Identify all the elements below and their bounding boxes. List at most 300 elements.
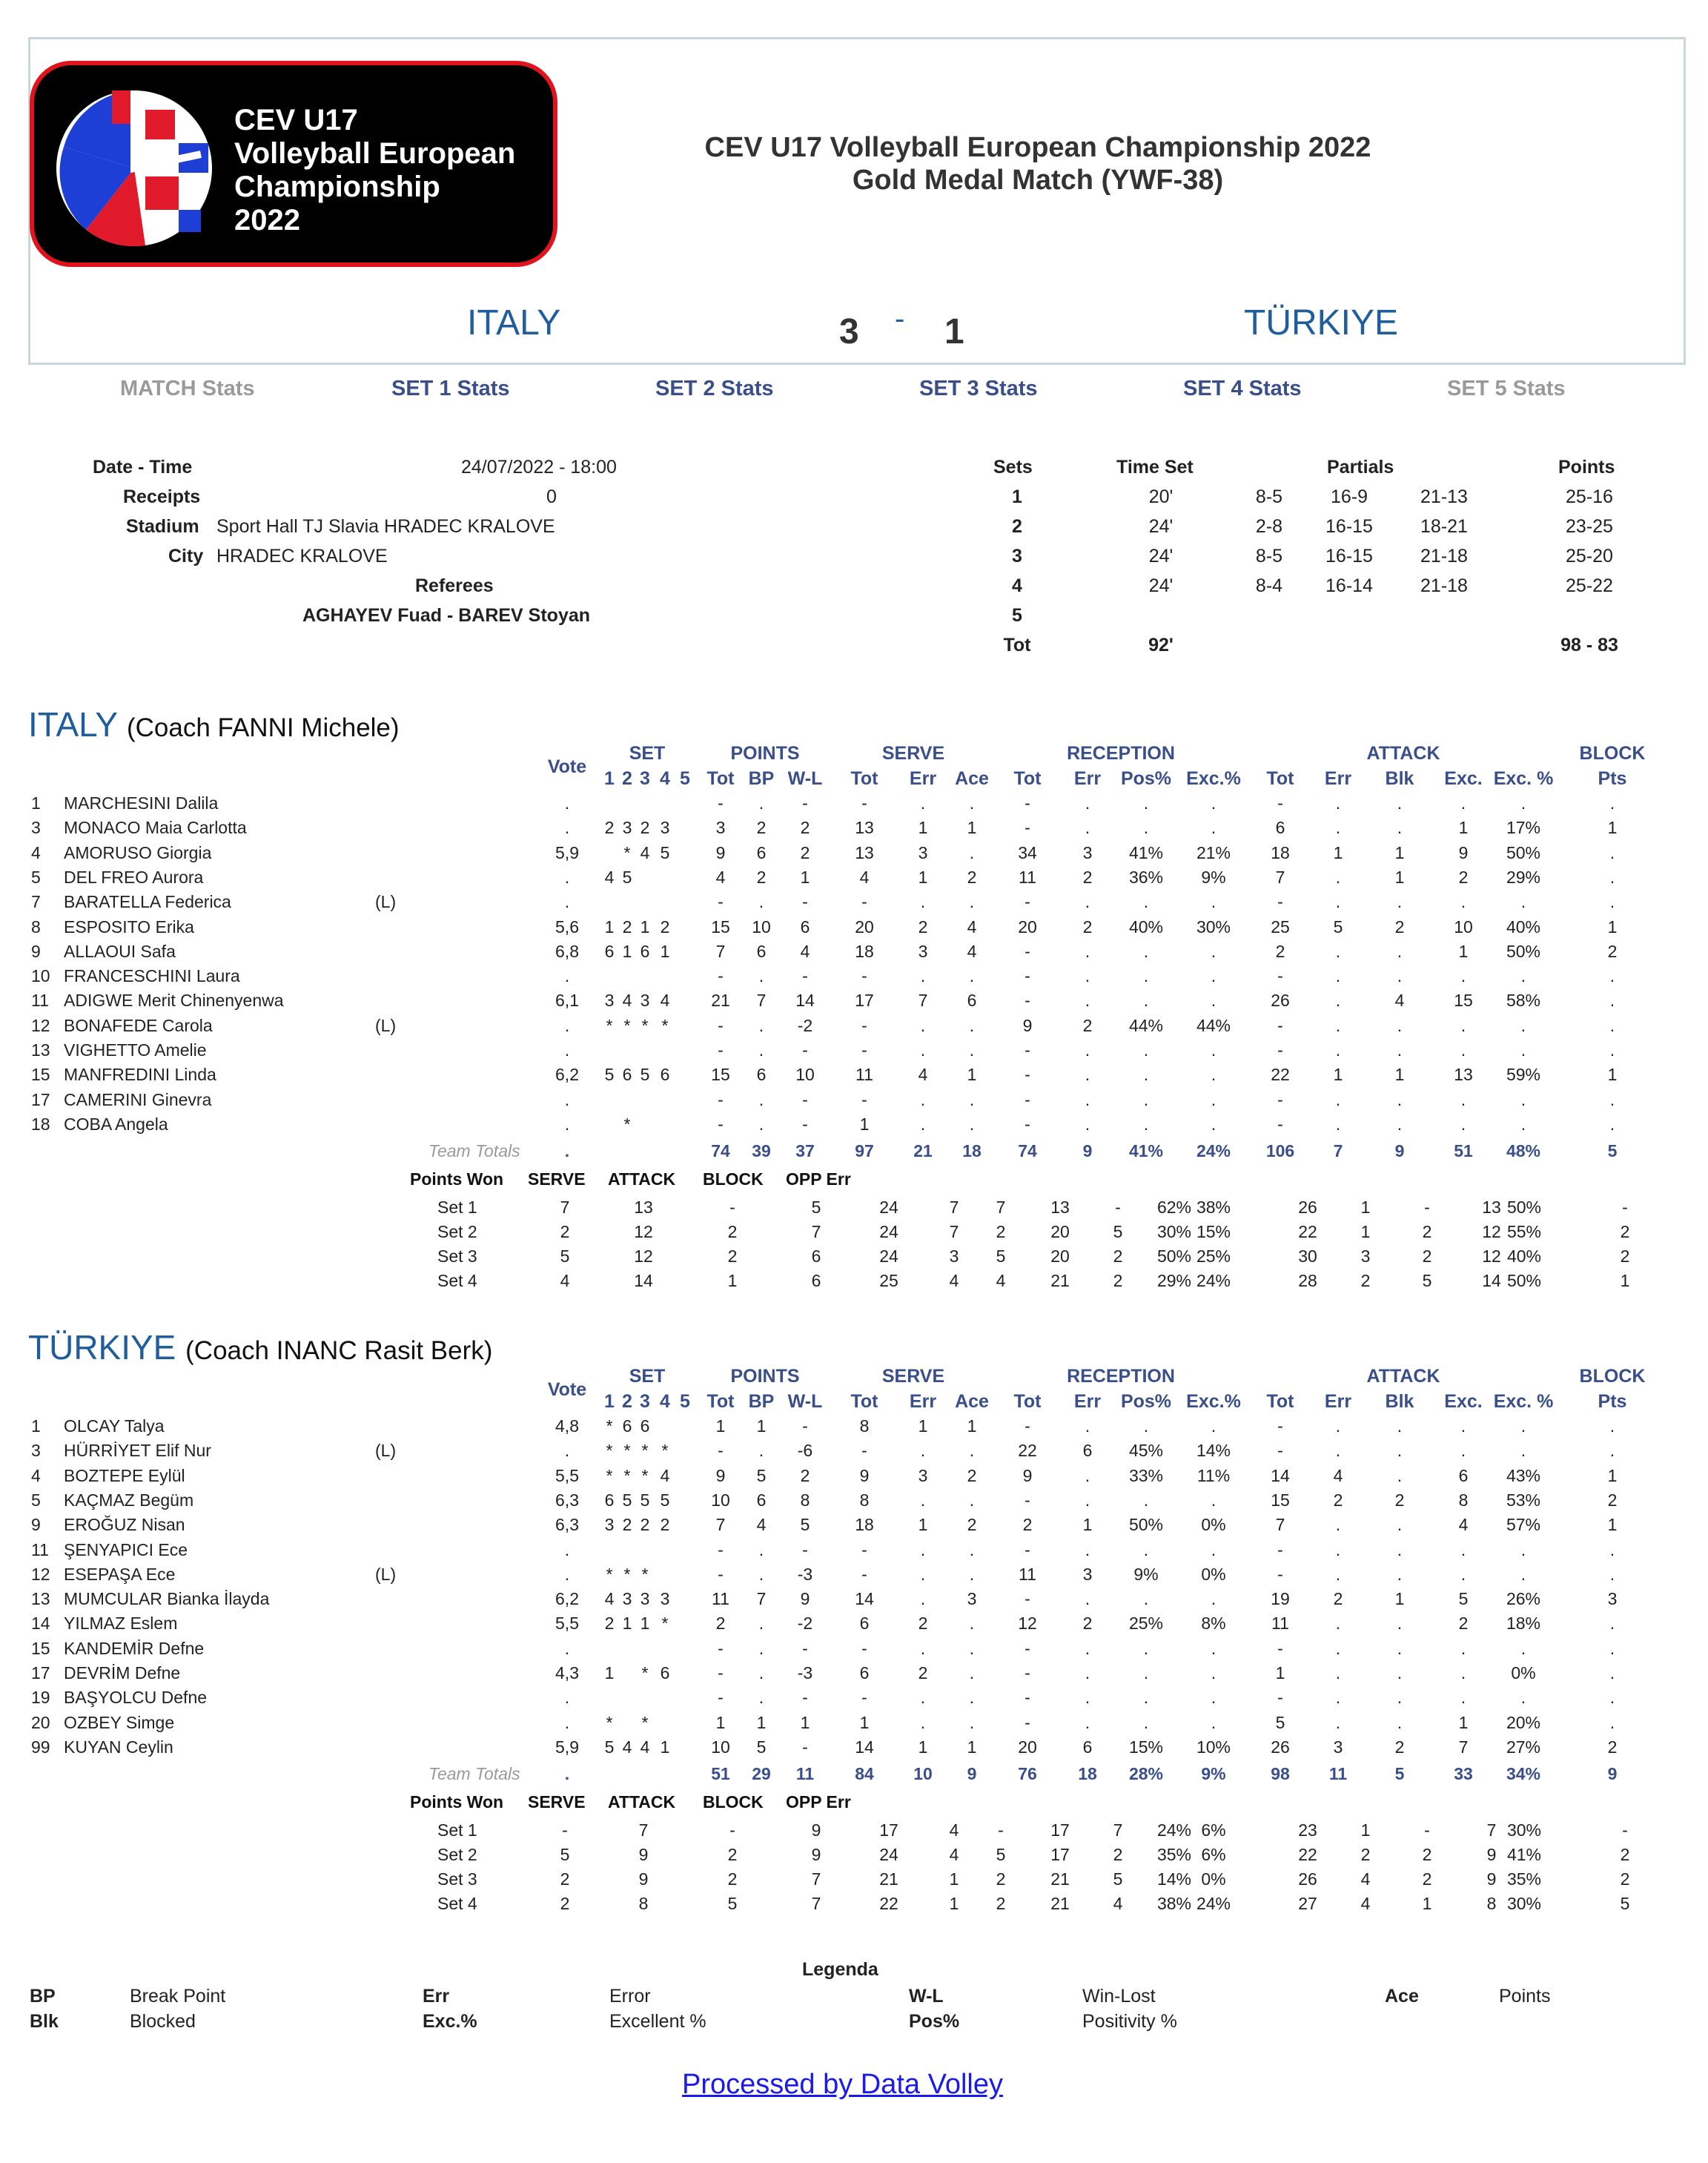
stat-cell: 27% — [1506, 1737, 1541, 1757]
team-name: ITALY — [28, 705, 118, 744]
points-won-cell: 35% — [1156, 1845, 1192, 1864]
stat-cell: - — [861, 1441, 867, 1460]
points-won-cell: 4 — [1360, 1894, 1371, 1913]
stat-cell: -2 — [797, 1614, 813, 1633]
set-cell: 25-22 — [1566, 575, 1613, 596]
stat-cell: - — [1277, 1416, 1283, 1436]
set-played: * — [641, 1663, 649, 1682]
stat-cell: . — [1085, 991, 1090, 1010]
stat-cell: - — [802, 1639, 808, 1658]
set-played: * — [623, 1565, 631, 1584]
stat-cell: . — [1143, 1589, 1149, 1608]
set-number: Tot — [1003, 635, 1031, 655]
stat-cell: . — [1335, 868, 1341, 887]
tab-set-4-stats[interactable]: SET 4 Stats — [1183, 377, 1302, 400]
stat-cell: 2 — [1607, 1490, 1618, 1510]
stat-cell: . — [1397, 818, 1403, 837]
stat-cell: 14 — [795, 991, 815, 1010]
stat-cell: 2 — [1394, 1737, 1405, 1757]
vote-header: Vote — [547, 1379, 587, 1400]
tab-set-5-stats[interactable]: SET 5 Stats — [1447, 377, 1566, 400]
points-won-cell: 3 — [1360, 1246, 1371, 1266]
points-won-cell: 12 — [634, 1222, 653, 1241]
stat-cell: 5 — [756, 1466, 767, 1485]
player-number: 4 — [31, 843, 41, 862]
referees-value: AGHAYEV Fuad - BAREV Stoyan — [302, 605, 591, 626]
player-vote: 6,3 — [555, 1515, 579, 1534]
player-row — [0, 1639, 1708, 1663]
stat-cell: . — [1211, 1713, 1217, 1732]
stat-cell: 11 — [1271, 1614, 1289, 1633]
points-won-col-header: Points Won — [410, 1169, 504, 1189]
player-name: MUMCULAR Bianka İlayda — [64, 1589, 270, 1608]
stat-cell: 22 — [1271, 1065, 1290, 1084]
total-cell: 74 — [1018, 1141, 1037, 1160]
points-won-cell: 21 — [1050, 1894, 1070, 1913]
stat-cell: 1 — [1394, 1065, 1405, 1084]
tab-match-stats[interactable]: MATCH Stats — [120, 377, 255, 400]
set-played: 2 — [622, 1515, 632, 1534]
stat-cell: - — [1025, 1713, 1030, 1732]
points-won-cell: 50% — [1506, 1198, 1542, 1217]
stat-cell: . — [1520, 1090, 1526, 1109]
player-vote: 6,2 — [555, 1589, 579, 1608]
points-won-set-label: Set 4 — [437, 1271, 477, 1290]
stat-cell: 2 — [1275, 942, 1285, 961]
player-number: 3 — [31, 818, 41, 837]
set-played: * — [641, 1466, 649, 1485]
points-won-cell: 4 — [560, 1271, 570, 1290]
player-row — [0, 917, 1708, 942]
stat-cell: - — [861, 1040, 867, 1060]
player-number: 4 — [31, 1466, 41, 1485]
stat-cell: 1 — [1607, 818, 1618, 837]
player-name: ESPOSITO Erika — [64, 917, 194, 937]
points-won-cell: 25 — [879, 1271, 898, 1290]
stat-cell: . — [1460, 1565, 1466, 1584]
stat-cell: . — [1143, 892, 1149, 911]
set-played: 1 — [660, 1737, 670, 1757]
stat-cell: . — [1460, 1090, 1466, 1109]
stat-cell: 2 — [1082, 1614, 1093, 1633]
stat-cell: . — [1609, 1713, 1615, 1732]
stat-cell: 50% — [1506, 942, 1541, 961]
stat-cell: 30% — [1196, 917, 1231, 937]
player-row — [0, 1688, 1708, 1712]
total-cell: 18 — [962, 1141, 982, 1160]
points-won-cell: 24 — [879, 1845, 898, 1864]
set-played: 2 — [622, 917, 632, 937]
stat-cell: 43% — [1506, 1466, 1541, 1485]
stat-cell: . — [1335, 1016, 1341, 1035]
points-won-set-label: Set 2 — [437, 1222, 477, 1241]
stat-cell: 9 — [1458, 843, 1469, 862]
stat-cell: - — [718, 966, 724, 985]
stat-cell: . — [1335, 1515, 1341, 1534]
stat-cell: 6 — [859, 1614, 870, 1633]
coach-name: (Coach FANNI Michele) — [126, 713, 400, 742]
team-totals-label: Team Totals — [428, 1141, 520, 1160]
stat-cell: 18% — [1506, 1614, 1541, 1633]
stat-cell: . — [1335, 1565, 1341, 1584]
stat-cell: . — [758, 1016, 764, 1035]
points-won-cell: 21 — [879, 1869, 898, 1889]
tab-set-1-stats[interactable]: SET 1 Stats — [391, 377, 510, 400]
team-totals-row — [0, 1764, 1708, 1789]
stat-cell: - — [1277, 1441, 1283, 1460]
stat-cell: . — [1085, 942, 1090, 961]
stat-cell: 7 — [1275, 1515, 1285, 1534]
player-number: 12 — [31, 1016, 50, 1035]
stat-cell: 25 — [1271, 917, 1290, 937]
stat-cell: 40% — [1128, 917, 1164, 937]
points-won-cell: 40% — [1506, 1246, 1542, 1266]
total-cell: 11 — [795, 1764, 815, 1783]
stat-cell: - — [718, 892, 724, 911]
stat-cell: . — [758, 1565, 764, 1584]
stat-cell: - — [1277, 793, 1283, 813]
stat-cell: 4 — [1333, 1466, 1343, 1485]
legend-key: Err — [423, 1986, 450, 2007]
stat-cell: 7 — [715, 1515, 726, 1534]
points-won-cell: 14 — [1482, 1271, 1501, 1290]
stat-cell: . — [1085, 1639, 1090, 1658]
set-played: 3 — [604, 991, 615, 1010]
set-played: * — [606, 1713, 613, 1732]
stat-cell: . — [1085, 1040, 1090, 1060]
stat-cell: . — [1609, 1663, 1615, 1682]
stat-cell: . — [1335, 1114, 1341, 1134]
stat-cell: . — [1397, 1614, 1403, 1633]
points-won-cell: 8 — [1486, 1894, 1497, 1913]
player-name: ESEPAŞA Ece — [64, 1565, 176, 1584]
stat-cell: 2 — [967, 1466, 977, 1485]
stat-cell: . — [1211, 942, 1217, 961]
stat-cell: 5 — [800, 1515, 810, 1534]
stat-cell: . — [1520, 1565, 1526, 1584]
stat-cell: 8 — [859, 1416, 870, 1436]
set-cell: 8-4 — [1255, 575, 1283, 596]
score-dash: - — [895, 303, 905, 335]
stat-cell: - — [1025, 1040, 1030, 1060]
player-number: 14 — [31, 1614, 50, 1633]
stat-cell: -3 — [797, 1565, 813, 1584]
attack-subheader: Err — [1324, 768, 1352, 789]
set-played: 5 — [640, 1490, 650, 1510]
stat-cell: . — [1085, 1713, 1090, 1732]
stat-cell: . — [920, 793, 926, 813]
stat-cell: . — [1397, 1090, 1403, 1109]
points-won-cell: 1 — [1360, 1222, 1371, 1241]
set-num-header: 3 — [640, 1391, 650, 1412]
data-volley-link[interactable]: Processed by Data Volley — [682, 2069, 1004, 2100]
player-row — [0, 843, 1708, 868]
stat-cell: - — [718, 1688, 724, 1707]
stat-cell: . — [1085, 1114, 1090, 1134]
stat-cell: . — [1609, 1688, 1615, 1707]
set-cell: 25-20 — [1566, 546, 1613, 567]
set-played: 5 — [604, 1737, 615, 1757]
stat-cell: 6 — [756, 1490, 767, 1510]
stat-cell: . — [1085, 1490, 1090, 1510]
set-cell: 21-18 — [1420, 546, 1468, 567]
points-won-cell: 20 — [1050, 1222, 1070, 1241]
points-won-cell: 5 — [996, 1246, 1006, 1266]
stat-cell: 7 — [715, 942, 726, 961]
stat-cell: 1 — [715, 1713, 726, 1732]
player-name: BAŞYOLCU Defne — [64, 1688, 208, 1707]
stat-cell: . — [1143, 1416, 1149, 1436]
stat-cell: 44% — [1196, 1016, 1231, 1035]
stat-cell: . — [1609, 1090, 1615, 1109]
stat-cell: 9 — [715, 1466, 726, 1485]
points-won-cell: 29% — [1156, 1271, 1192, 1290]
player-vote: 6,1 — [555, 991, 579, 1010]
points-won-row — [0, 1845, 1708, 1869]
tab-set-2-stats[interactable]: SET 2 Stats — [655, 377, 774, 400]
stat-cell: 1 — [918, 1515, 928, 1534]
set-played: 2 — [604, 1614, 615, 1633]
stat-cell: 4 — [800, 942, 810, 961]
points-won-cell: 62% — [1156, 1198, 1192, 1217]
player-name: MANFREDINI Linda — [64, 1065, 216, 1084]
stat-cell: - — [718, 1663, 724, 1682]
stat-cell: - — [1025, 1090, 1030, 1109]
team-totals-label: Team Totals — [428, 1764, 520, 1783]
points-won-cell: - — [998, 1820, 1004, 1840]
legend-key: Blk — [30, 2011, 59, 2032]
player-number: 9 — [31, 942, 41, 961]
stat-cell: 3 — [918, 1466, 928, 1485]
player-vote: 4,8 — [555, 1416, 579, 1436]
points-won-cell: 7 — [1113, 1820, 1123, 1840]
player-row — [0, 818, 1708, 842]
stat-cell: . — [1460, 892, 1466, 911]
stat-cell: 11% — [1196, 1466, 1231, 1485]
total-vote: . — [564, 1764, 570, 1783]
attack-subheader: Blk — [1385, 1391, 1414, 1412]
libero-tag: (L) — [375, 1565, 397, 1584]
points-won-cell: 1 — [949, 1869, 959, 1889]
points-won-cell: - — [1622, 1820, 1628, 1840]
points-won-cell: 22 — [1298, 1222, 1317, 1241]
points-won-col-header: BLOCK — [703, 1792, 764, 1812]
stat-cell: . — [1143, 1065, 1149, 1084]
points-won-cell: 15% — [1196, 1222, 1231, 1241]
points-won-cell: 7 — [811, 1222, 821, 1241]
stat-cell: 6 — [1458, 1466, 1469, 1485]
points-won-row — [0, 1222, 1708, 1246]
points-won-cell: 5 — [560, 1246, 570, 1266]
stat-cell: . — [758, 1614, 764, 1633]
player-row — [0, 1589, 1708, 1614]
stat-cell: . — [1085, 1540, 1090, 1559]
set-played: 1 — [604, 1663, 615, 1682]
set-played: 4 — [660, 991, 670, 1010]
stat-cell: - — [1025, 1490, 1030, 1510]
stat-cell: . — [1085, 818, 1090, 837]
stat-cell: 1 — [859, 1114, 870, 1134]
stat-cell: 1 — [967, 1737, 977, 1757]
serve-subheader: Ace — [955, 1391, 989, 1412]
stat-cell: 10 — [711, 1490, 730, 1510]
set-number: 2 — [1012, 516, 1022, 537]
player-number: 1 — [31, 793, 41, 813]
stat-cell: . — [1335, 991, 1341, 1010]
stat-cell: . — [1143, 1540, 1149, 1559]
legend-key: Pos% — [909, 2011, 960, 2032]
points-won-cell: - — [1424, 1820, 1430, 1840]
home-sets-score: 3 — [839, 312, 859, 351]
stat-cell: 9 — [1022, 1466, 1033, 1485]
player-vote: 5,9 — [555, 843, 579, 862]
stat-cell: . — [1397, 1016, 1403, 1035]
points-won-cell: 9 — [811, 1845, 821, 1864]
points-won-cell: 2 — [1360, 1845, 1371, 1864]
stat-cell: . — [920, 1090, 926, 1109]
stat-cell: - — [1277, 1090, 1283, 1109]
set-number: 5 — [1012, 605, 1022, 626]
points-won-cell: 9 — [811, 1820, 821, 1840]
points-won-cell: 35% — [1506, 1869, 1542, 1889]
points-won-cell: 26 — [1298, 1198, 1317, 1217]
player-vote: 6,3 — [555, 1490, 579, 1510]
set-played: 4 — [622, 1737, 632, 1757]
stat-cell: . — [1520, 892, 1526, 911]
stat-cell: 2 — [756, 868, 767, 887]
stat-cell: . — [1609, 843, 1615, 862]
stat-cell: . — [1397, 1441, 1403, 1460]
stat-cell: . — [1397, 942, 1403, 961]
stat-cell: 3 — [1082, 1565, 1093, 1584]
points-won-cell: 24 — [879, 1246, 898, 1266]
set-played: 1 — [604, 917, 615, 937]
set-played: 4 — [622, 991, 632, 1010]
stat-cell: - — [1025, 966, 1030, 985]
set-played: 4 — [604, 868, 615, 887]
stat-cell: . — [1520, 1016, 1526, 1035]
stat-cell: 3 — [715, 818, 726, 837]
stat-cell: 2 — [918, 1614, 928, 1633]
points-won-cell: 22 — [1298, 1845, 1317, 1864]
stat-cell: . — [1609, 1565, 1615, 1584]
total-cell: 29 — [752, 1764, 771, 1783]
stat-cell: 2 — [715, 1614, 726, 1633]
points-subheader: BP — [748, 768, 775, 789]
stat-cell: 18 — [855, 942, 874, 961]
player-row — [0, 1540, 1708, 1565]
stat-cell: 4 — [715, 868, 726, 887]
stat-cell: - — [1025, 818, 1030, 837]
player-row — [0, 1490, 1708, 1515]
stat-cell: 4 — [859, 868, 870, 887]
stat-cell: 17% — [1506, 818, 1541, 837]
total-cell: 106 — [1265, 1141, 1295, 1160]
stat-cell: 6 — [756, 942, 767, 961]
points-won-cell: 1 — [1360, 1198, 1371, 1217]
player-row — [0, 793, 1708, 818]
set-played: 3 — [660, 818, 670, 837]
stat-cell: 11 — [855, 1065, 873, 1084]
stat-cell: . — [1520, 1040, 1526, 1060]
set-num-header: 4 — [660, 768, 670, 789]
player-number: 12 — [31, 1565, 50, 1584]
set-played: 6 — [604, 942, 615, 961]
stat-cell: - — [861, 1016, 867, 1035]
stat-cell: 2 — [1394, 917, 1405, 937]
points-won-cell: 2 — [996, 1222, 1006, 1241]
stat-cell: . — [1520, 1639, 1526, 1658]
player-number: 8 — [31, 917, 41, 937]
tab-set-3-stats[interactable]: SET 3 Stats — [919, 377, 1038, 400]
stat-cell: - — [1025, 991, 1030, 1010]
points-won-cell: 4 — [949, 1271, 959, 1290]
stat-cell: 8 — [859, 1490, 870, 1510]
set-played: * — [623, 1441, 631, 1460]
stat-cell: . — [1085, 1663, 1090, 1682]
stat-cell: 10 — [795, 1065, 815, 1084]
reception-header: RECEPTION — [1067, 1366, 1175, 1387]
reception-subheader: Err — [1073, 768, 1102, 789]
stat-cell: 6 — [859, 1663, 870, 1682]
player-name: ADIGWE Merit Chinenyenwa — [64, 991, 284, 1010]
stat-cell: . — [969, 1441, 975, 1460]
set-played: 6 — [622, 1416, 632, 1436]
total-cell: 48% — [1506, 1141, 1541, 1160]
player-vote: . — [564, 1639, 570, 1658]
event-logo — [30, 61, 557, 267]
stat-cell: 59% — [1506, 1065, 1541, 1084]
reception-subheader: Exc.% — [1186, 1391, 1241, 1412]
stat-cell: . — [1143, 991, 1149, 1010]
stat-cell: 2 — [1607, 942, 1618, 961]
stat-cell: 50% — [1506, 843, 1541, 862]
block-header: BLOCK — [1579, 743, 1646, 764]
stat-cell: 7 — [1275, 868, 1285, 887]
stat-cell: . — [920, 1114, 926, 1134]
player-name: MARCHESINI Dalila — [64, 793, 219, 813]
set-played: * — [606, 1441, 613, 1460]
stat-cell: 11 — [1019, 868, 1036, 887]
stat-cell: 6 — [756, 843, 767, 862]
points-won-cell: 24% — [1196, 1894, 1231, 1913]
points-header: Points — [1558, 457, 1615, 478]
stat-cell: 5 — [1458, 1589, 1469, 1608]
set-played: 2 — [640, 1515, 650, 1534]
stat-cell: 3 — [918, 942, 928, 961]
stat-cell: . — [920, 1688, 926, 1707]
stat-cell: . — [1397, 1713, 1403, 1732]
team-title — [28, 1327, 492, 1367]
stat-cell: . — [1397, 1040, 1403, 1060]
set-num-header: 1 — [604, 1391, 615, 1412]
points-won-cell: 7 — [638, 1820, 649, 1840]
points-won-cell: 30 — [1298, 1246, 1317, 1266]
points-header: POINTS — [730, 1366, 800, 1387]
stat-cell: - — [1277, 1565, 1283, 1584]
attack-header: ATTACK — [1366, 743, 1440, 764]
stat-cell: . — [969, 892, 975, 911]
stat-cell: . — [920, 1589, 926, 1608]
stat-cell: . — [758, 1090, 764, 1109]
stat-cell: 26% — [1506, 1589, 1541, 1608]
reception-subheader: Exc.% — [1186, 768, 1241, 789]
points-won-col-header: BLOCK — [703, 1169, 764, 1189]
player-name: BONAFEDE Carola — [64, 1016, 213, 1035]
reception-subheader: Pos% — [1120, 1391, 1172, 1412]
legend-desc: Blocked — [130, 2011, 196, 2032]
player-vote: . — [564, 793, 570, 813]
